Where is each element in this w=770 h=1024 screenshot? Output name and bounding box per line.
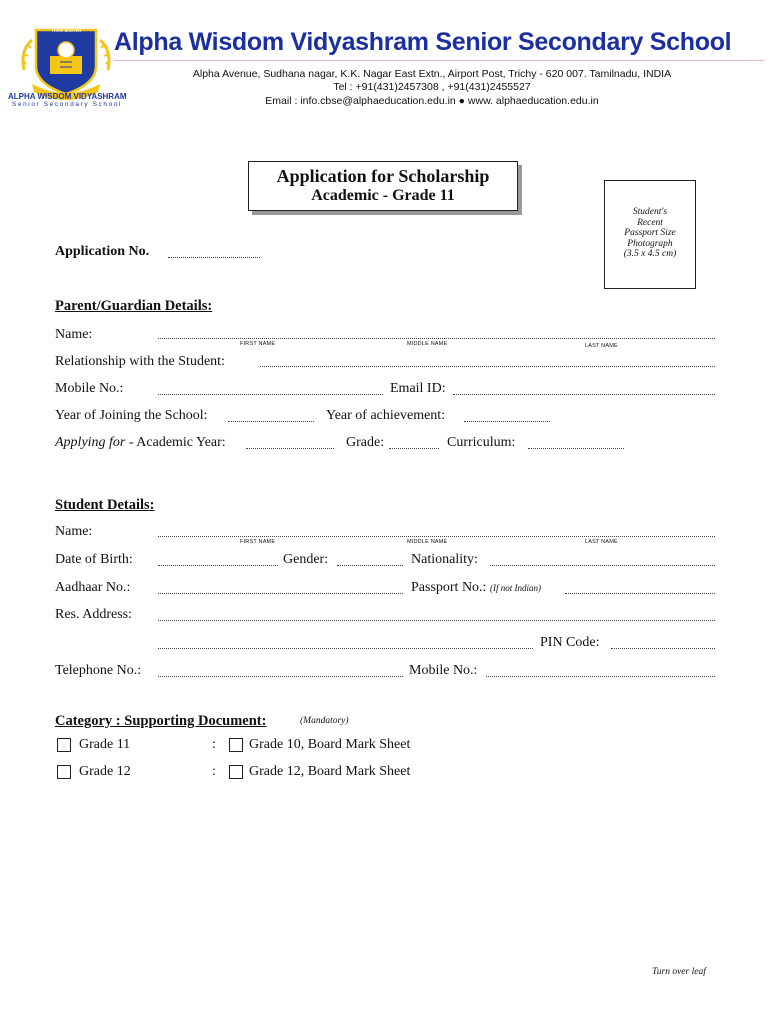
logo-subcaption: Senior Secondary School xyxy=(11,101,123,108)
applying-for-text: Applying for xyxy=(55,435,126,450)
student-middle-name-caption: MIDDLE NAME xyxy=(407,539,448,545)
logo-motto: Think and Act xyxy=(50,28,82,34)
pin-code-field[interactable] xyxy=(611,648,715,649)
passport-label-text: Passport No.: xyxy=(411,580,487,595)
student-name-field[interactable] xyxy=(158,536,715,537)
grade-12-marksheet-checkbox[interactable] xyxy=(229,765,243,779)
parent-mobile-label: Mobile No.: xyxy=(55,381,124,396)
parent-email-label: Email ID: xyxy=(390,381,446,396)
grade-12-checkbox[interactable] xyxy=(57,765,71,779)
grade-11-checkbox[interactable] xyxy=(57,738,71,752)
title-divider xyxy=(114,60,764,61)
parent-email-field[interactable] xyxy=(453,394,715,395)
year-achievement-label: Year of achievement: xyxy=(326,408,446,423)
nationality-field[interactable] xyxy=(490,565,715,566)
telephone-label: Telephone No.: xyxy=(55,663,142,678)
student-mobile-field[interactable] xyxy=(486,676,715,677)
grade-12-separator: : xyxy=(212,764,216,779)
parent-name-field[interactable] xyxy=(158,338,715,339)
application-no-field[interactable] xyxy=(168,257,260,258)
form-subtitle: Academic - Grade 11 xyxy=(311,187,455,204)
address-field-line-2[interactable] xyxy=(158,648,533,649)
telephone-field[interactable] xyxy=(158,676,403,677)
dob-label: Date of Birth: xyxy=(55,552,133,567)
school-name: Alpha Wisdom Vidyashram Senior Secondary School xyxy=(114,28,732,56)
grade-11-label: Grade 11 xyxy=(79,737,131,752)
curriculum-label: Curriculum: xyxy=(447,435,516,450)
photo-label-line: Student's xyxy=(632,207,668,217)
parent-first-name-caption: FIRST NAME xyxy=(240,341,276,347)
turn-over-note: Turn over leaf xyxy=(652,967,706,977)
aadhaar-field[interactable] xyxy=(158,593,403,594)
relationship-field[interactable] xyxy=(260,366,715,367)
photo-box[interactable] xyxy=(604,180,696,289)
curriculum-field[interactable] xyxy=(528,448,624,449)
year-joining-label: Year of Joining the School: xyxy=(55,408,208,423)
photo-label-line: Passport Size xyxy=(624,228,676,238)
grade-12-marksheet-label: Grade 12, Board Mark Sheet xyxy=(249,764,411,779)
school-phone: Tel : +91(431)2457308 , +91(431)2455527 xyxy=(333,81,531,93)
gender-label: Gender: xyxy=(283,552,329,567)
parent-name-label: Name: xyxy=(55,327,93,342)
gender-field[interactable] xyxy=(337,565,403,566)
address-field-line-1[interactable] xyxy=(158,620,715,621)
school-email-web: Email : info.cbse@alphaeducation.edu.in ● www. alphaeducation.edu.in xyxy=(265,95,599,107)
application-no-label: Application No. xyxy=(55,244,150,259)
grade-12-label: Grade 12 xyxy=(79,764,131,779)
photo-label-line: Photograph xyxy=(627,238,673,249)
grade-10-marksheet-label: Grade 10, Board Mark Sheet xyxy=(249,737,411,752)
school-address: Alpha Avenue, Sudhana nagar, K.K. Nagar East Extn., Airport Post, Trichy - 620 007. Tamilnadu, INDIA xyxy=(192,68,672,80)
applying-for-label xyxy=(55,435,226,451)
grade-field[interactable] xyxy=(389,448,439,449)
grade-11-separator: : xyxy=(212,737,216,752)
passport-label xyxy=(411,580,541,596)
academic-year-field[interactable] xyxy=(246,448,334,449)
student-first-name-caption: FIRST NAME xyxy=(240,539,276,545)
logo-caption: ALPHA WISDOM VIDYASHRAM xyxy=(8,92,127,101)
student-name-label: Name: xyxy=(55,524,93,539)
student-mobile-label: Mobile No.: xyxy=(409,663,478,678)
category-heading: Category : Supporting Document: xyxy=(55,713,267,729)
grade-10-marksheet-checkbox[interactable] xyxy=(229,738,243,752)
photo-label-line: Recent xyxy=(637,217,663,228)
student-section-heading: Student Details: xyxy=(55,497,155,513)
academic-year-text: - Academic Year: xyxy=(125,435,226,450)
form-title: Application for Scholarship xyxy=(276,166,490,186)
parent-section-heading: Parent/Guardian Details: xyxy=(55,298,213,314)
dob-field[interactable] xyxy=(158,565,278,566)
nationality-label: Nationality: xyxy=(411,552,478,567)
category-note: (Mandatory) xyxy=(300,716,349,726)
grade-label: Grade: xyxy=(346,435,385,450)
passport-note: (If not Indian) xyxy=(489,583,541,593)
student-last-name-caption: LAST NAME xyxy=(585,539,618,545)
parent-middle-name-caption: MIDDLE NAME xyxy=(407,341,448,347)
photo-label-line: (3.5 x 4.5 cm) xyxy=(623,249,677,259)
pin-code-label: PIN Code: xyxy=(540,635,600,650)
aadhaar-label: Aadhaar No.: xyxy=(55,580,131,595)
parent-mobile-field[interactable] xyxy=(158,394,383,395)
form-title-box xyxy=(248,161,518,211)
address-label: Res. Address: xyxy=(55,607,132,622)
relationship-label: Relationship with the Student: xyxy=(55,354,225,369)
parent-last-name-caption: LAST NAME xyxy=(585,343,618,349)
year-achievement-field[interactable] xyxy=(464,421,550,422)
passport-field[interactable] xyxy=(565,593,715,594)
year-joining-field[interactable] xyxy=(228,421,314,422)
